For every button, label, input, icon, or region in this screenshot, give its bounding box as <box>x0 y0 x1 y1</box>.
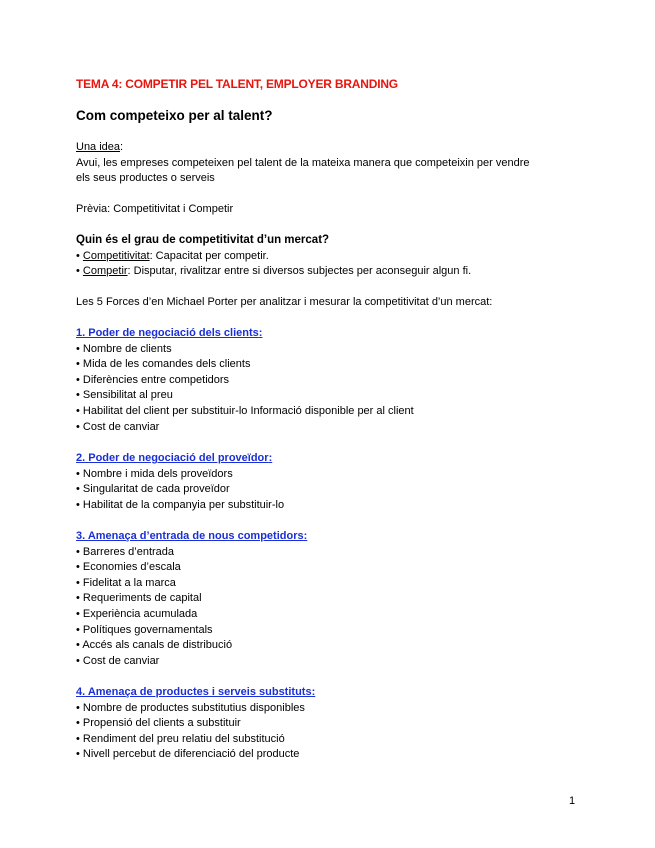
list-item: • Nombre de clients <box>76 342 172 355</box>
definition-item: • Competitivitat: Capacitat per competir. <box>76 249 269 262</box>
list-item: • Mida de les comandes dels clients <box>76 358 251 371</box>
idea-label: Una idea <box>76 141 121 153</box>
list-item: • Nivell percebut de diferenciació del producte <box>76 748 300 761</box>
list-item: • Requeriments de capital <box>76 592 202 605</box>
section-2 <box>76 451 284 513</box>
section-1 <box>76 326 414 435</box>
list-item: • Fidelitat a la marca <box>76 576 176 589</box>
list-item: • Sensibilitat al preu <box>76 389 173 402</box>
list-item: • Cost de canviar <box>76 654 160 667</box>
list-item: • Propensió del clients a substituir <box>76 717 241 730</box>
list-item: • Barreres d’entrada <box>76 545 175 558</box>
list-item: • Habilitat de la companyia per substituir-lo <box>76 498 285 511</box>
list-item: • Polítiques governamentals <box>76 623 213 636</box>
list-item: • Rendiment del preu relatiu del substitució <box>76 732 285 745</box>
idea-block: Una idea: Avui, les empreses competeixen pel talent de la mateixa manera que competeixin per vendre els seus productes o serveis <box>76 140 530 187</box>
list-item: • Economies d’escala <box>76 561 181 574</box>
definition-item: • Competir: Disputar, rivalitzar entre si diversos subjectes per aconseguir algun fi. <box>76 265 472 278</box>
section-4 <box>76 685 315 763</box>
previa-line: Prèvia: Competitivitat i Competir <box>76 203 234 215</box>
list-item: • Nombre i mida dels proveïdors <box>76 467 233 480</box>
list-item: • Cost de canviar <box>76 420 160 433</box>
idea-line-1: Avui, les empreses competeixen pel talent de la mateixa manera que competeixin per vendre <box>76 156 530 169</box>
list-item: • Singularitat de cada proveïdor <box>76 483 230 496</box>
question-heading: Quin és el grau de competitivitat d’un mercat? <box>76 234 330 246</box>
section-title: 1. Poder de negociació dels clients: <box>76 327 263 339</box>
section-title: 2. Poder de negociació del proveïdor: <box>76 452 273 464</box>
porter-intro: Les 5 Forces d’en Michael Porter per analitzar i mesurar la competitivitat d’un mercat: <box>76 296 493 308</box>
idea-line-2: els seus productes o serveis <box>76 172 215 185</box>
page-heading: Com competeixo per al talent? <box>76 108 273 123</box>
definitions-block <box>76 233 471 280</box>
section-3 <box>76 529 307 669</box>
document-title: TEMA 4: COMPETIR PEL TALENT, EMPLOYER BRANDING <box>76 77 398 91</box>
list-item: • Nombre de productes substitutius disponibles <box>76 701 305 714</box>
list-item: • Diferències entre competidors <box>76 373 230 386</box>
list-item: • Accés als canals de distribució <box>76 639 233 652</box>
section-title: 3. Amenaça d’entrada de nous competidors: <box>76 530 308 542</box>
section-title: 4. Amenaça de productes i serveis substituts: <box>76 686 316 698</box>
list-item: • Habilitat del client per substituir-lo Informació disponible per al client <box>76 404 414 417</box>
list-item: • Experiència acumulada <box>76 607 198 620</box>
page-number: 1 <box>569 795 576 807</box>
